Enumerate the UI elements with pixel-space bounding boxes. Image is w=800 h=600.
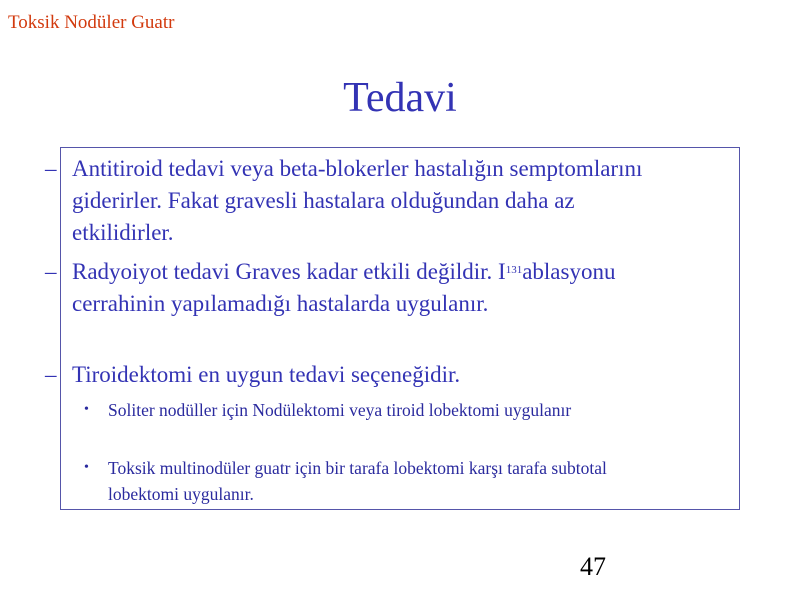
bullet-item: [45, 256, 672, 320]
bullet-text-suffix: ablasyonu cerrahinin yapılamadığı hastalarda uygulanır.: [72, 259, 616, 316]
sub-bullet-item: [84, 397, 672, 423]
bullet-text-prefix: Radyoiyot tedavi Graves kadar etkili değildir. I: [72, 259, 506, 284]
bullet-dot: •: [84, 460, 89, 475]
sub-bullet-text: Soliter nodüller için Nodülektomi veya tiroid lobektomi uygulanır: [108, 400, 572, 420]
bullet-item: [45, 153, 672, 249]
bullet-text: Antitiroid tedavi veya beta-blokerler hastalığın semptomlarını giderirler. Fakat gravesli hastalara olduğundan daha az etkilidirler.: [72, 156, 643, 245]
section-header: Toksik Nodüler Guatr: [8, 12, 175, 33]
sub-bullet-text: Toksik multinodüler guatr için bir tarafa lobektomi karşı tarafa subtotal lobektomi uygulanır.: [108, 458, 607, 504]
bullet-dot: •: [84, 402, 89, 417]
dash-marker: –: [45, 259, 57, 284]
dash-marker: –: [45, 362, 57, 387]
slide-title: Tedavi: [343, 75, 457, 121]
page-number: 47: [580, 552, 606, 581]
bullet-item: [45, 359, 672, 391]
bullet-text: Tiroidektomi en uygun tedavi seçeneğidir.: [72, 362, 461, 387]
dash-marker: –: [45, 156, 57, 181]
sub-bullet-item: [84, 455, 672, 507]
isotope-superscript: 131: [505, 264, 523, 276]
